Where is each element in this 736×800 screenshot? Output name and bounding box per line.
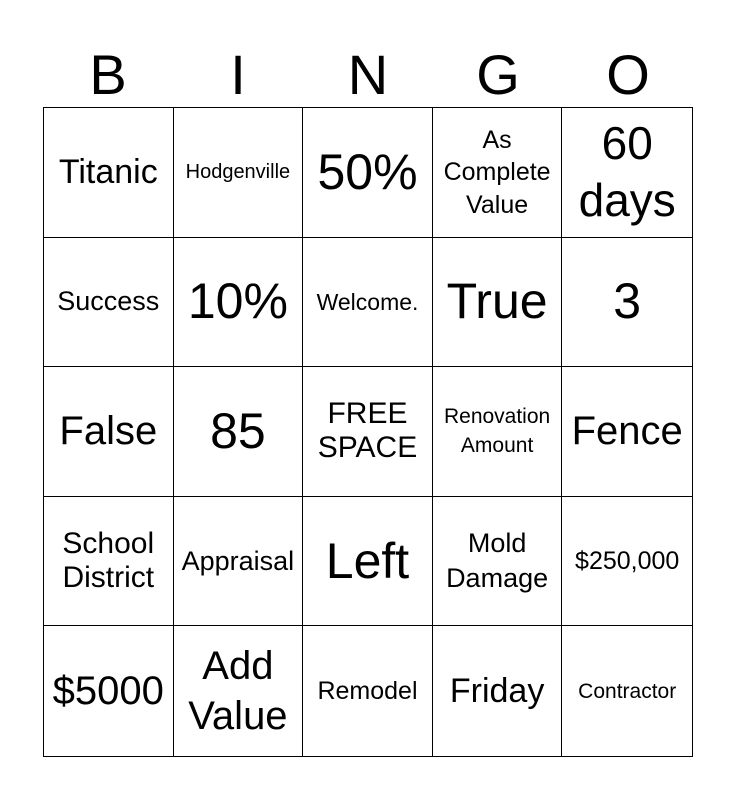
cell-label: Appraisal bbox=[181, 545, 295, 576]
cell-label: Welcome. bbox=[316, 288, 419, 315]
bingo-cell-r5c3[interactable] bbox=[303, 626, 433, 756]
bingo-cell-r2c4[interactable] bbox=[433, 238, 563, 368]
cell-label: Renovation Amount bbox=[443, 405, 551, 458]
bingo-cell-r2c5[interactable] bbox=[562, 238, 692, 368]
cell-label: 50% bbox=[317, 143, 418, 200]
cell-label: Contractor bbox=[578, 679, 677, 703]
header-letter-i: I bbox=[230, 43, 246, 106]
cell-label: Titanic bbox=[58, 152, 158, 191]
bingo-cell-r1c4[interactable] bbox=[433, 108, 563, 238]
cell-label: Mold Damage bbox=[446, 528, 549, 594]
bingo-cell-r1c1[interactable] bbox=[44, 108, 174, 238]
cell-label: 85 bbox=[210, 402, 266, 459]
header-letter-g: G bbox=[476, 43, 520, 106]
header-letter-b: B bbox=[89, 43, 127, 106]
header-letter-n: N bbox=[347, 43, 389, 106]
cell-label: Success bbox=[57, 286, 160, 317]
bingo-cell-r4c4[interactable] bbox=[433, 497, 563, 627]
bingo-cell-r1c5[interactable] bbox=[562, 108, 692, 238]
header-letter-o: O bbox=[606, 43, 650, 106]
bingo-cell-r3c3[interactable] bbox=[303, 367, 433, 497]
bingo-cell-r5c5[interactable] bbox=[562, 626, 692, 756]
bingo-header bbox=[43, 44, 693, 106]
bingo-cell-r3c5[interactable] bbox=[562, 367, 692, 497]
bingo-cell-r4c3[interactable] bbox=[303, 497, 433, 627]
bingo-cell-r2c2[interactable] bbox=[174, 238, 304, 368]
bingo-cell-r4c5[interactable] bbox=[562, 497, 692, 627]
bingo-cell-r5c4[interactable] bbox=[433, 626, 563, 756]
bingo-cell-r2c3[interactable] bbox=[303, 238, 433, 368]
cell-label: 10% bbox=[187, 273, 288, 330]
cell-label: Remodel bbox=[317, 676, 418, 705]
bingo-cell-r5c2[interactable] bbox=[174, 626, 304, 756]
cell-label: FREE SPACE bbox=[317, 396, 418, 465]
cell-label: Add Value bbox=[188, 644, 288, 739]
cell-label: Left bbox=[325, 532, 410, 589]
cell-label: School District bbox=[62, 526, 155, 595]
bingo-cell-r4c2[interactable] bbox=[174, 497, 304, 627]
bingo-cell-r3c2[interactable] bbox=[174, 367, 304, 497]
cell-label: Hodgenville bbox=[185, 160, 291, 183]
cell-label: False bbox=[59, 409, 158, 454]
bingo-cell-r3c1[interactable] bbox=[44, 367, 174, 497]
cell-label: Fence bbox=[571, 409, 683, 454]
bingo-cell-r2c1[interactable] bbox=[44, 238, 174, 368]
cell-label: Friday bbox=[449, 671, 545, 710]
cell-label: True bbox=[446, 273, 548, 330]
cell-label: As Complete Value bbox=[443, 125, 551, 219]
bingo-cell-r5c1[interactable] bbox=[44, 626, 174, 756]
cell-label: 3 bbox=[613, 273, 642, 330]
bingo-cell-r4c1[interactable] bbox=[44, 497, 174, 627]
bingo-cell-r1c3[interactable] bbox=[303, 108, 433, 238]
bingo-card bbox=[43, 107, 693, 757]
cell-label: $5000 bbox=[52, 669, 164, 714]
bingo-cell-r3c4[interactable] bbox=[433, 367, 563, 497]
cell-label: $250,000 bbox=[575, 546, 680, 575]
bingo-cell-r1c2[interactable] bbox=[174, 108, 304, 238]
cell-label: 60 days bbox=[578, 116, 676, 227]
